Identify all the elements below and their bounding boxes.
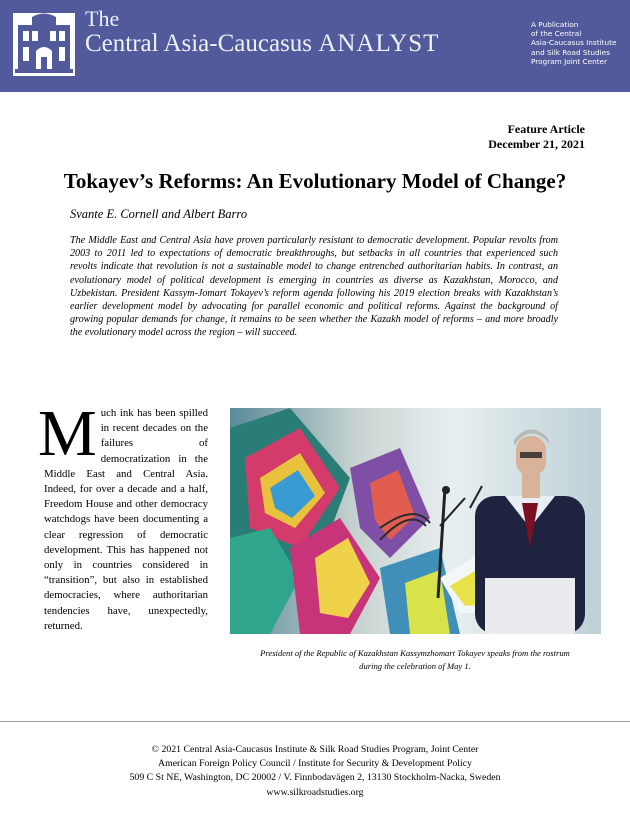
brand-the: The [85, 6, 120, 31]
body-text: uch ink has been spilled in recent decades on the failures of democratization in the Middle East and Central Asia. Indeed, for over a decade and a half, Freedom House and other democracy watchdogs have been documenting a clear regression of democratic development. This has happened not only in countries considered in “transition”, but also in established democracies, where authoritarian tendencies have, unexpectedly, returned. [44, 407, 208, 632]
publication-line: of the Central [531, 29, 582, 39]
photo-caption: President of the Republic of Kazakhstan Kassymzhomart Tokayev speaks from the rostrum during the celebration of May 1. [260, 648, 570, 671]
footer-divider [0, 721, 630, 722]
footer-copyright: © 2021 Central Asia-Caucasus Institute & Silk Road Studies Program, Joint Center [151, 744, 479, 755]
drop-cap: M [38, 397, 97, 470]
footer-website[interactable]: www.silkroadstudies.org [266, 786, 364, 798]
publication-note [531, 20, 627, 66]
masthead [0, 0, 630, 92]
publication-line: Program Joint Center [531, 56, 608, 66]
article-abstract: The Middle East and Central Asia have proven particularly resistant to democratic development. Popular revolts from 2003 to 2011 led to expectations of democratic breakthroughs, but setbacks in all countries that experienced such revolts indicate that revolution is not a sustainable model to change entrenched authoritarian habits. In contrast, an evolutionary model of political development is emerging in countries as diverse as Kazakhstan, Morocco, and Uzbekistan. President Kassym-Jomart Tokayev’s reform agenda following his 2019 election breaks with Kazakhstan’s earlier development model by advocating for parallel economic and political reforms. Against the background of growing popular demands for change, it remains to be seen whether the Kazakh model of reforms – and more broadly the evolutionary model across the region – will succeed. [70, 235, 558, 339]
footer-organizations: American Foreign Policy Council / Institute for Security & Development Policy [158, 758, 472, 770]
article-photo [230, 408, 601, 634]
footer [0, 743, 630, 800]
brand-title [85, 8, 439, 58]
publication-line: A Publication [531, 20, 579, 29]
article-title: Tokayev’s Reforms: An Evolutionary Model of Change? [63, 169, 567, 193]
publication-line: and Silk Road Studies [531, 47, 610, 57]
footer-addresses: 509 C St NE, Washington, DC 20002 / V. Finnbodavägen 2, 13130 Stockholm-Nacka, Sweden [129, 772, 501, 784]
publication-line: Asia-Caucasus Institute [531, 38, 617, 48]
article-body [38, 397, 208, 634]
brand-name: Central Asia-Caucasus [85, 30, 313, 57]
institute-logo [13, 13, 75, 76]
brand-analyst: ANALYST [318, 30, 440, 57]
article-date: December 21, 2021 [488, 137, 585, 151]
article-type: Feature Article [507, 122, 585, 136]
article-meta [488, 122, 585, 152]
article-authors: Svante E. Cornell and Albert Barro [70, 207, 248, 221]
